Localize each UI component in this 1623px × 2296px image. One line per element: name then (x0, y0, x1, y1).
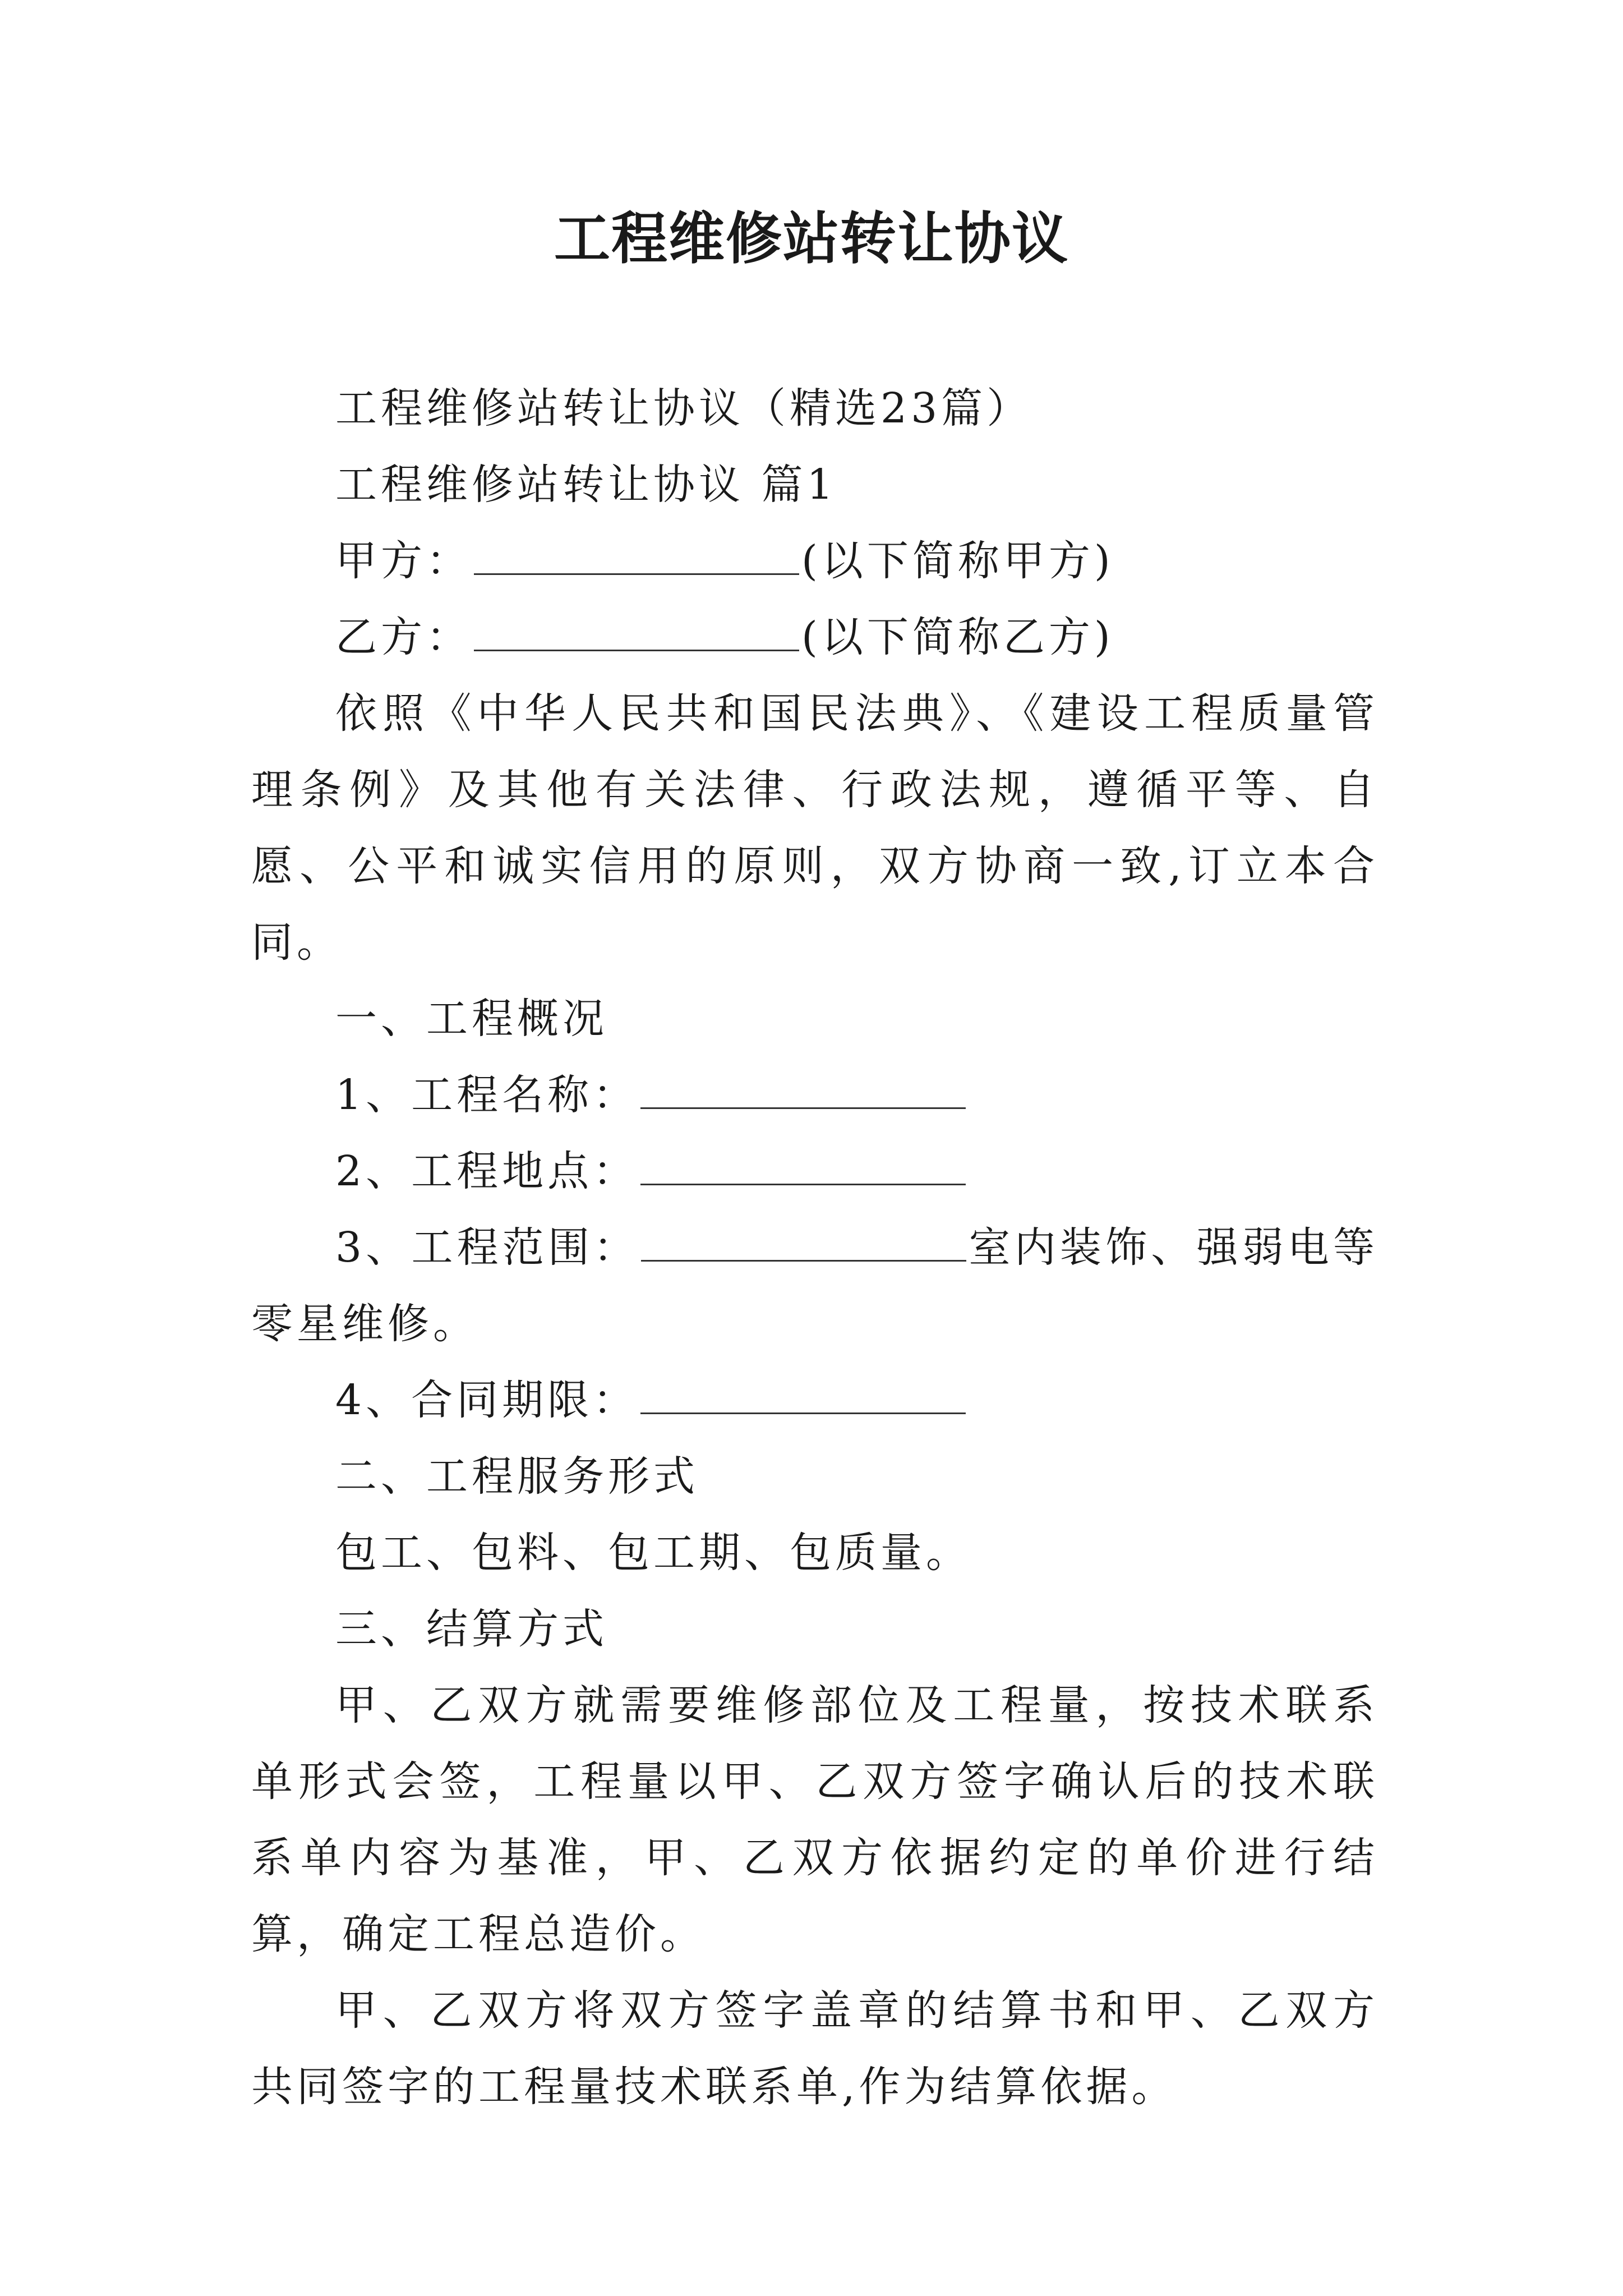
contract-term-line (251, 1362, 1378, 1438)
project-location-line (251, 1133, 1378, 1209)
project-name-blank (640, 1074, 966, 1109)
project-scope-line (251, 1209, 1378, 1362)
project-location-blank (640, 1150, 966, 1185)
party-a-label: 甲方： (335, 537, 472, 585)
section-2-heading: 二、工程服务形式 (335, 1452, 699, 1501)
contract-term-label: 4、合同期限： (335, 1376, 639, 1424)
party-a-line (251, 523, 1378, 599)
section-3-heading: 三、结算方式 (335, 1605, 608, 1653)
intro-paragraph: 依照《中华人民共和国民法典》、《建设工程质量管理条例》及其他有关法律、行政法规，遵循平等、自愿、公平和诚实信用的原则，双方协商一致,订立本合同。 (251, 689, 1378, 967)
project-scope-blank (641, 1226, 966, 1262)
project-name-line (251, 1057, 1378, 1133)
party-b-line (251, 599, 1378, 675)
project-scope-suffix: 室内装饰、强弱电等零星维修。 (251, 1223, 1378, 1348)
section-1-heading: 一、工程概况 (335, 995, 608, 1043)
document-title: 工程维修站转让协议 (554, 205, 1069, 272)
document-body (251, 370, 1378, 2125)
section-2-text: 包工、包料、包工期、包质量。 (335, 1529, 971, 1577)
document-subtitle: 工程维修站转让协议（精选23篇） (335, 384, 1032, 432)
party-b-suffix: (以下简称乙方) (801, 613, 1114, 661)
party-a-blank (474, 540, 799, 575)
section-heading: 工程维修站转让协议 篇1 (335, 461, 837, 509)
party-b-blank (474, 616, 799, 651)
settlement-paragraph-1: 甲、乙双方就需要维修部位及工程量，按技术联系单形式会签，工程量以甲、乙双方签字确认后的技术联系单内容为基准，甲、乙双方依据约定的单价进行结算，确定工程总造价。 (251, 1681, 1378, 1958)
party-b-label: 乙方： (335, 613, 472, 661)
project-name-label: 1、工程名称： (335, 1071, 639, 1119)
settlement-paragraph-2: 甲、乙双方将双方签字盖章的结算书和甲、乙双方共同签字的工程量技术联系单,作为结算依据。 (251, 1986, 1378, 2111)
project-location-label: 2、工程地点： (335, 1147, 639, 1195)
project-scope-label: 3、工程范围： (335, 1223, 639, 1272)
party-a-suffix: (以下简称甲方) (801, 537, 1114, 585)
contract-term-blank (640, 1379, 966, 1414)
